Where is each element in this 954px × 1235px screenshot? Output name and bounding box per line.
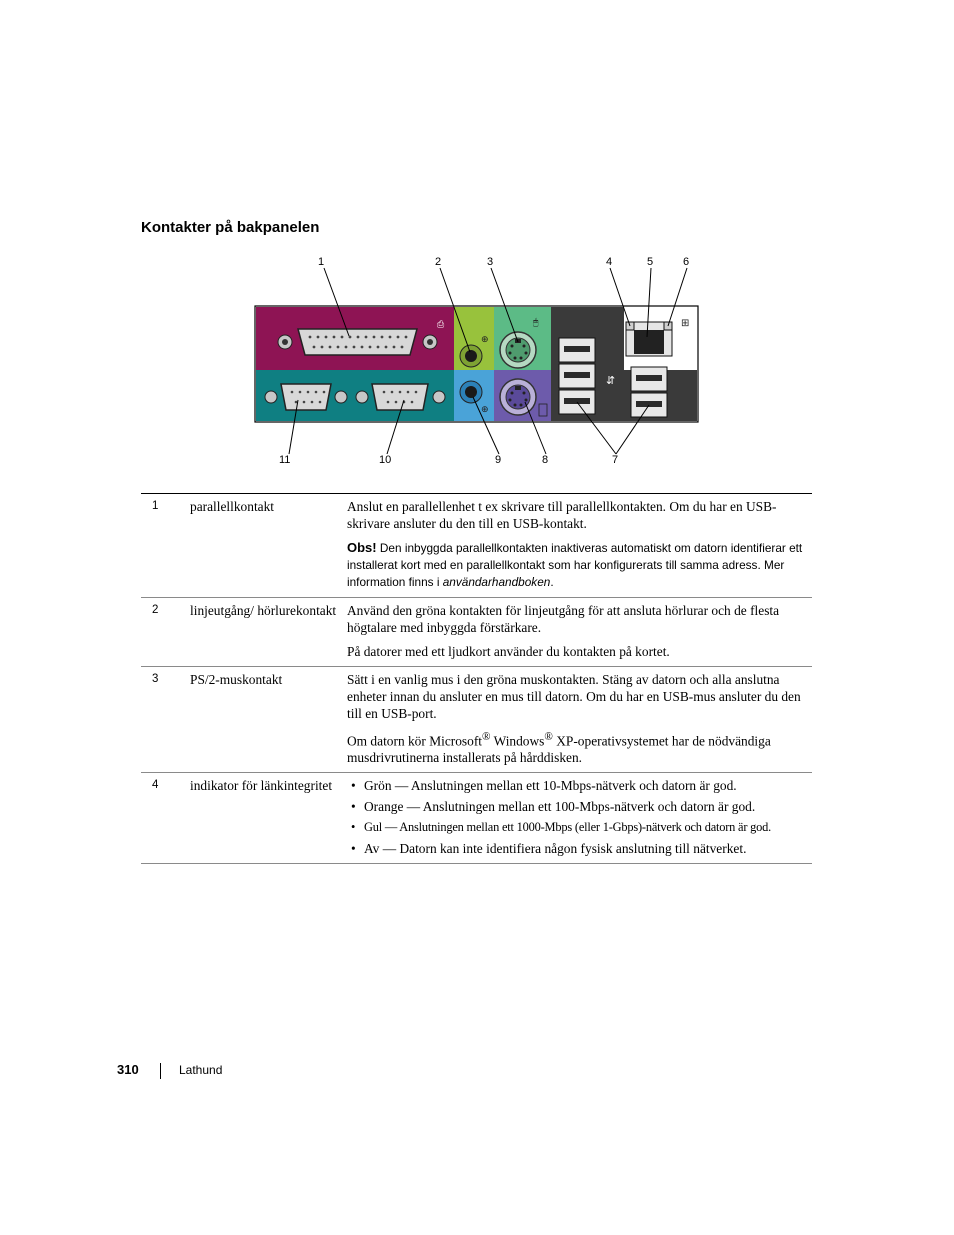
callout-5: 5 <box>647 256 654 268</box>
back-panel-figure <box>254 252 704 474</box>
description-paragraph: Använd den gröna kontakten för linjeutgång för att ansluta hörlurar och de flesta högtalare med inbyggda förstärkare. <box>347 603 780 635</box>
table-row <box>141 773 812 864</box>
description-paragraph: Sätt i en vanlig mus i den gröna muskontakten. Stäng av datorn och alla anslutna enheter innan du ansluter en mus till datorn. Om du har en USB-mus ansluter du den till en USB-port. <box>347 672 801 721</box>
callout-1: 1 <box>318 256 325 268</box>
list-item: • Av — Datorn kan inte identifiera någon fysisk anslutning till nätverket. <box>347 840 812 857</box>
line-in-jack <box>465 386 477 398</box>
description-paragraph <box>347 729 812 766</box>
note-end: . <box>550 575 554 589</box>
connector-name: parallellkontakt <box>190 494 347 598</box>
footer-section: Lathund <box>179 1063 223 1077</box>
svg-text:⎙: ⎙ <box>437 320 445 330</box>
callout-2: 2 <box>435 256 442 268</box>
list-item: • Grön — Anslutningen mellan ett 10-Mbps-nätverk och datorn är god. <box>347 777 812 794</box>
row-number: 1 <box>141 494 190 598</box>
connector-description <box>347 494 812 598</box>
svg-text:⊕: ⊕ <box>481 405 489 415</box>
ms-text-c: XP-operativsystemet har de nödvändiga musdrivrutinerna installerats på hårddisken. <box>347 733 771 766</box>
page-number: 310 <box>117 1062 139 1077</box>
callout-4: 4 <box>606 256 613 268</box>
bullet-list <box>347 777 812 857</box>
list-item: • Gul — Anslutningen mellan ett 1000-Mbps (eller 1-Gbps)-nätverk och datorn är god. <box>347 819 812 836</box>
svg-text:⊕: ⊕ <box>481 335 489 345</box>
table-row <box>141 494 812 598</box>
connector-name: linjeutgång/ hörlurekontakt <box>190 598 347 667</box>
svg-text:⇵: ⇵ <box>606 374 616 387</box>
parallel-connector <box>298 329 417 355</box>
connector-name: indikator för länkintegritet <box>190 773 347 864</box>
line-out-jack <box>465 350 477 362</box>
note-text: Den inbyggda parallellkontakten inaktiveras automatiskt om datorn identifierar ett installerat kort med en parallellkontakt som har konfigurerats till samma adress. Mer information finns i <box>347 541 803 589</box>
callout-8: 8 <box>542 454 549 466</box>
note-italic: användarhandboken <box>442 575 551 589</box>
svg-text:⊞: ⊞ <box>681 318 690 329</box>
svg-text:🖱: 🖱 <box>533 318 539 328</box>
note-label: Obs! <box>347 540 377 555</box>
list-item: • Orange — Anslutningen mellan ett 100-Mbps-nätverk och datorn är god. <box>347 798 812 815</box>
ms-text-b: Windows <box>490 733 545 749</box>
footer-divider <box>160 1063 161 1079</box>
serial-connector-1 <box>281 384 331 410</box>
description-paragraph: Anslut en parallellenhet t ex skrivare till parallellkontakten. Om du har en USB-skrivare ansluter du den till en USB-kontakt. <box>347 499 777 531</box>
row-number: 4 <box>141 773 190 864</box>
description-paragraph: På datorer med ett ljudkort använder du kontakten på kortet. <box>347 644 670 659</box>
connector-description <box>347 598 812 667</box>
callout-3: 3 <box>487 256 494 268</box>
callout-6: 6 <box>683 256 690 268</box>
callout-7: 7 <box>612 454 619 466</box>
section-heading: Kontakter på bakpanelen <box>141 219 320 236</box>
row-number: 2 <box>141 598 190 667</box>
registered-mark: ® <box>482 731 491 743</box>
connector-description <box>347 773 812 864</box>
connector-table <box>141 493 812 864</box>
connector-name: PS/2-muskontakt <box>190 667 347 773</box>
serial-connector-2 <box>372 384 428 410</box>
note <box>347 539 812 591</box>
row-number: 3 <box>141 667 190 773</box>
table-row <box>141 598 812 667</box>
ms-text-a: Om datorn kör Microsoft <box>347 733 482 749</box>
connector-description <box>347 667 812 773</box>
callout-11: 11 <box>279 454 291 466</box>
callout-9: 9 <box>495 454 502 466</box>
back-panel-drawing <box>254 252 704 474</box>
registered-mark: ® <box>544 731 553 743</box>
table-row <box>141 667 812 773</box>
callout-10: 10 <box>379 454 392 466</box>
